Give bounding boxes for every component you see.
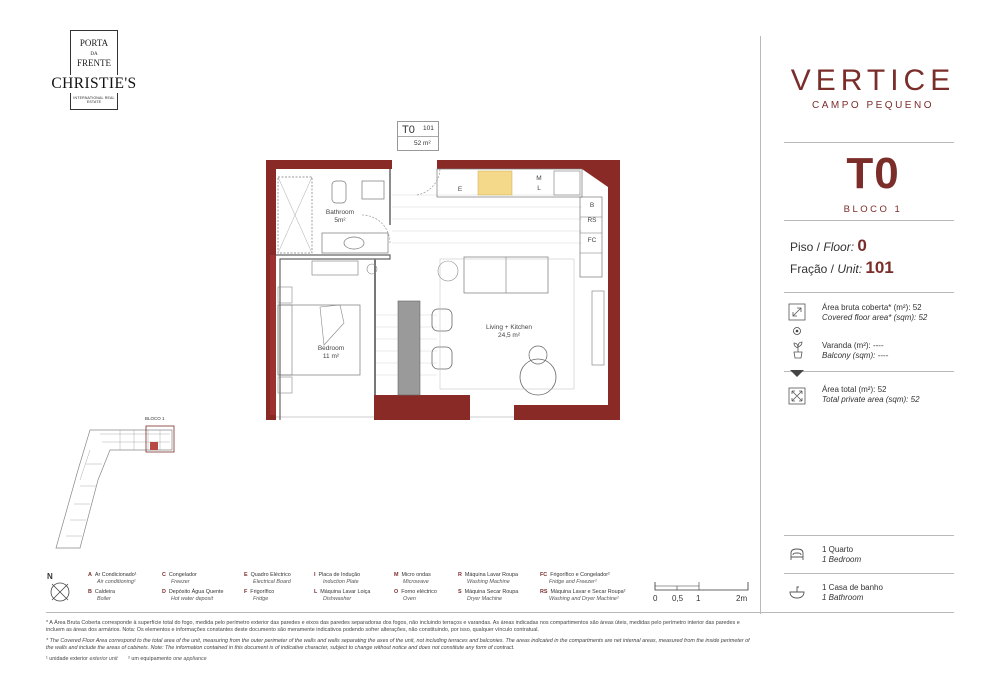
covered-area [822, 303, 927, 323]
unit-tag [397, 121, 439, 151]
bed-icon [788, 545, 806, 563]
bathroom-count-en: 1 Bathroom [822, 593, 864, 602]
bedroom-name: Bedroom [317, 345, 345, 352]
bathroom-area: 5m² [334, 217, 346, 224]
floor-label-en: Floor: [823, 240, 855, 254]
bathroom-name: Bathroom [325, 209, 355, 216]
unit-value: 101 [865, 258, 894, 277]
balcony-area-en: Balcony (sqm): ---- [822, 351, 889, 360]
bathroom-count [822, 583, 883, 603]
brand-divider [784, 142, 954, 143]
legend-c: C Congelador Freezer [162, 572, 197, 585]
bedroom-count [822, 545, 861, 565]
legend-b: B Caldeira Boiler [88, 589, 115, 602]
site-block-label: BLOCO 1 [145, 416, 165, 421]
footnote-units [46, 656, 756, 663]
scale-label-05: 0,5 [672, 594, 684, 603]
floor-plan [262, 155, 624, 427]
note2-pt: ² um equipamento [128, 656, 172, 662]
total-area-pt: Área total (m²): 52 [822, 385, 887, 394]
logo-tagline: INTERNATIONAL REAL ESTATE [73, 96, 115, 104]
typology-block [762, 150, 984, 215]
floor-label-pt: Piso / [790, 240, 824, 254]
triangle-marker-icon [790, 370, 804, 377]
total-area-icon [788, 387, 806, 405]
bathtub-icon [788, 583, 806, 601]
balcony-divider [784, 371, 954, 372]
north-label: N [47, 572, 53, 581]
footnote-pt: * A Área Bruta Coberta corresponde à superfície total do fogo, medida pelo perímetro exterior das paredes e eixos das paredes separadoras dos fogos, não incluindo terraços e varandas. As áreas indicadas nos compartimentos são áreas úteis, medidas pelo perímetro interior das paredes e incluem as áreas dos armários. Nota: Os elementos e informações constantes deste documento são meramente indicativos podendo sofrer alterações, não constituindo, por isso, qualquer vínculo contratual. [46, 620, 740, 633]
typology-block-name: BLOCO 1 [843, 204, 903, 215]
appliance-l: L [537, 185, 541, 192]
unit-divider [784, 292, 954, 293]
typology-code: T0 [846, 149, 900, 198]
balcony-area-pt: Varanda (m²): ---- [822, 341, 884, 350]
appliance-e: E [457, 186, 463, 193]
features-divider [784, 535, 954, 536]
christies-logo [42, 30, 146, 112]
bedroom-count-pt: 1 Quarto [822, 545, 854, 554]
legend-d: D Depósito Água Quente Hot water deposit [162, 589, 224, 602]
appliance-m: M [536, 175, 542, 182]
wall-right [437, 160, 620, 420]
living-area: 24,5 m² [497, 332, 521, 339]
legend-a: A Ar Condicionado¹ Air conditioning¹ [88, 572, 137, 585]
legend-fc: FC Frigorífico e Congelador² Fridge and Freezer² [540, 572, 610, 585]
appliance-fc: FC [587, 237, 597, 244]
typology-divider [784, 220, 954, 221]
scale-labels [654, 594, 750, 604]
appliance-b: B [589, 202, 595, 209]
legend-l: L Máquina Lavar Loiça Dishwasher [314, 589, 371, 602]
logo-line-da: DA [90, 52, 98, 57]
scale-label-1: 1 [696, 594, 701, 603]
bedroom-area: 11 m² [322, 353, 340, 360]
unit-tag-number: 101 [423, 125, 434, 132]
note2-en: one appliance [173, 656, 207, 662]
legend-r: R Máquina Lavar Roupa Washing Machine [458, 572, 518, 585]
features-mid-divider [784, 573, 954, 574]
footer-divider [46, 612, 954, 613]
logo-brand: CHRISTIE'S [40, 75, 148, 93]
floor-line [790, 236, 867, 256]
floor-plan-drawing [262, 155, 624, 427]
unit-tag-code: T0 [402, 124, 415, 136]
note1-en: exterior unit [89, 656, 118, 662]
logo-line-porta: PORTA [79, 38, 109, 48]
legend-f: F Frigorífico Fridge [244, 589, 275, 602]
legend-e: E Quadro Eléctrico Electrical Board [244, 572, 291, 585]
logo-line-frente: FRENTE [76, 58, 111, 68]
unit-line [790, 258, 894, 278]
total-area-en: Total private area (sqm): 52 [822, 395, 920, 404]
legend-s: S Máquina Secar Roupa Dryer Machine [458, 589, 519, 602]
site-plan-drawing [50, 420, 180, 555]
brand-block [762, 64, 984, 111]
scale-bar [654, 580, 750, 592]
wall-bottom-right [514, 405, 608, 420]
covered-area-pt: Área bruta coberta* (m²): 52 [822, 303, 922, 312]
brand-name: VERTICE [790, 64, 956, 97]
covered-area-en: Covered floor area* (sqm): 52 [822, 313, 928, 322]
living-name: Living + Kitchen [485, 324, 533, 331]
scale-label-2m: 2m [736, 594, 748, 603]
unit-label-pt: Fração / [790, 262, 838, 276]
panel-divider [760, 36, 761, 614]
balcony-area [822, 341, 888, 361]
footnote-en: * The Covered Floor Area correspond to the total area of the unit, measuring from the outer perimeter of the walls and walls separating the axes of the unit, not including terraces and balconies. The areas indicated in the compartments are net internal areas, measured from the inside perimeter of the walls and include the areas of cabinets. Note: The information contained in this document is of indicative character, subject to change without notice and does not constitute any form of contract. [46, 638, 750, 651]
bedroom-count-en: 1 Bedroom [822, 555, 862, 564]
appliance-rs: RS [587, 217, 597, 224]
floor-value: 0 [857, 236, 867, 255]
unit-label-en: Unit: [837, 262, 863, 276]
unit-tag-area: 52 m² [414, 140, 431, 147]
note1-pt: ¹ unidade exterior [46, 656, 88, 662]
bathroom-label [317, 209, 363, 225]
site-plan [50, 416, 180, 555]
legend-rs: RS Máquina Lavar e Secar Roupa² Washing and Dryer Machine² [540, 589, 626, 602]
bedroom-label [306, 345, 356, 361]
bullet-target-icon [792, 326, 802, 336]
expand-area-icon [788, 303, 806, 321]
total-area [822, 385, 920, 405]
brand-subtitle: CAMPO PEQUENO [812, 100, 934, 111]
legend-o: O Forno eléctrico Oven [394, 589, 437, 602]
living-label [474, 324, 544, 340]
plant-icon [789, 341, 807, 359]
scale-label-0: 0 [653, 594, 658, 603]
legend-m: M Micro ondas Microwave [394, 572, 431, 585]
legend-i: I Placa de Indução Induction Plate [314, 572, 361, 585]
wall-bottom-center [374, 395, 470, 420]
bathroom-count-pt: 1 Casa de banho [822, 583, 883, 592]
